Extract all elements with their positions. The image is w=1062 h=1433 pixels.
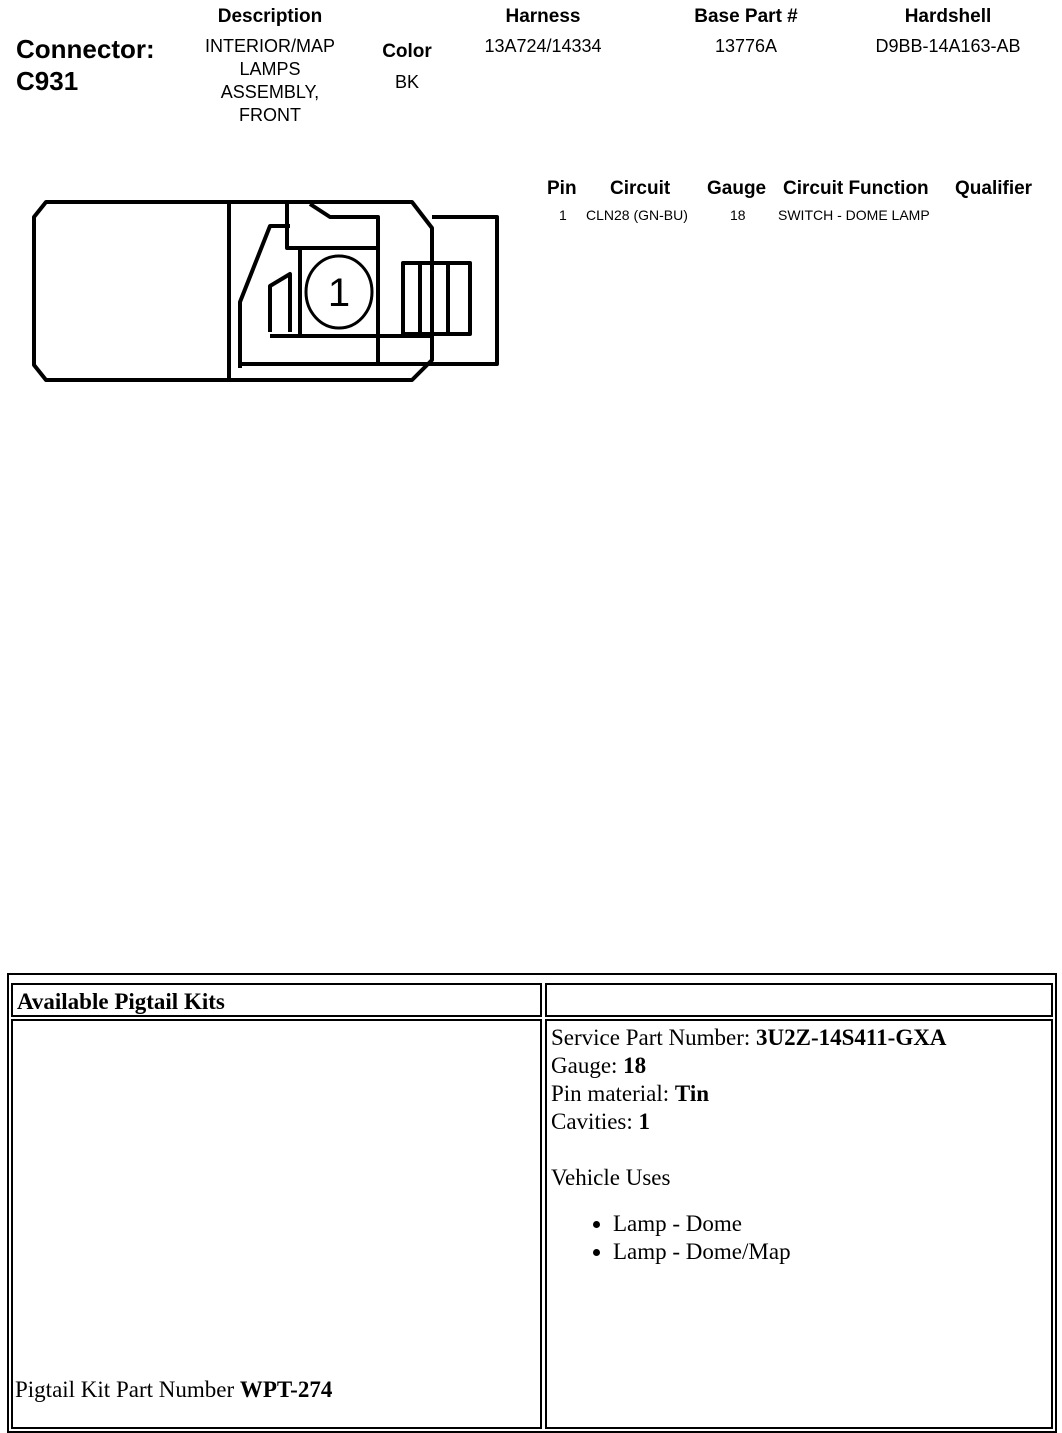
hardshell-value: D9BB-14A163-AB xyxy=(875,36,1021,56)
function-cell: SWITCH - DOME LAMP xyxy=(778,207,930,223)
qualifier-header: Qualifier xyxy=(955,178,1033,199)
list-item: • Lamp - Dome xyxy=(613,1210,1047,1238)
circuit-function-header: Circuit Function xyxy=(783,178,929,199)
kit-gauge xyxy=(551,1052,1047,1080)
cavities xyxy=(551,1108,1047,1136)
connector-face-diagram xyxy=(0,190,520,400)
service-part-number xyxy=(551,1024,1047,1052)
pin-material-value: Tin xyxy=(674,1081,710,1106)
pigtail-title: Available Pigtail Kits xyxy=(17,989,225,1014)
harness-header: Harness xyxy=(505,6,581,27)
kit-gauge-value: 18 xyxy=(623,1053,647,1078)
hardshell-header: Hardshell xyxy=(904,6,992,27)
list-item: • Lamp - Dome/Map xyxy=(613,1238,1047,1266)
cavities-value: 1 xyxy=(638,1109,651,1134)
vehicle-uses-list xyxy=(551,1210,1047,1266)
description-value xyxy=(170,35,370,127)
pin-header: Pin xyxy=(547,178,577,199)
pigtail-kit-part-number xyxy=(15,1376,332,1404)
color-header: Color xyxy=(382,41,432,62)
description-line: LAMPS xyxy=(239,59,301,79)
vehicle-uses-heading: Vehicle Uses xyxy=(551,1165,671,1190)
base-part-value: 13776A xyxy=(714,36,778,56)
connector-label: Connector: xyxy=(16,34,155,64)
circuit-header: Circuit xyxy=(610,178,671,199)
pigtail-title-spacer-cell xyxy=(545,983,1053,1017)
description-line: FRONT xyxy=(239,105,301,125)
pin-cell: 1 xyxy=(559,207,567,223)
service-part-label: Service Part Number: xyxy=(551,1025,757,1050)
harness-value: 13A724/14334 xyxy=(484,36,602,56)
pigtail-details-cell xyxy=(545,1019,1053,1429)
pin-material xyxy=(551,1080,1047,1108)
kit-gauge-label: Gauge: xyxy=(551,1053,624,1078)
base-part-header: Base Part # xyxy=(694,6,798,27)
pigtail-title-cell xyxy=(11,983,542,1017)
connector-title xyxy=(16,33,155,97)
kit-part-label: Pigtail Kit Part Number xyxy=(15,1377,240,1402)
kit-part-value: WPT-274 xyxy=(239,1377,333,1402)
pigtail-kit-cell xyxy=(11,1019,542,1429)
description-header: Description xyxy=(217,6,323,27)
cavities-label: Cavities: xyxy=(551,1109,639,1134)
gauge-header: Gauge xyxy=(707,178,767,199)
gauge-cell: 18 xyxy=(730,207,746,223)
color-value: BK xyxy=(394,72,419,92)
cavity-number: 1 xyxy=(327,271,351,315)
connector-id: C931 xyxy=(16,66,79,96)
pin-material-label: Pin material: xyxy=(551,1081,675,1106)
circuit-cell: CLN28 (GN-BU) xyxy=(586,207,688,223)
description-line: ASSEMBLY, xyxy=(220,82,320,102)
description-line: INTERIOR/MAP xyxy=(204,36,335,56)
service-part-value: 3U2Z-14S411-GXA xyxy=(756,1025,947,1050)
